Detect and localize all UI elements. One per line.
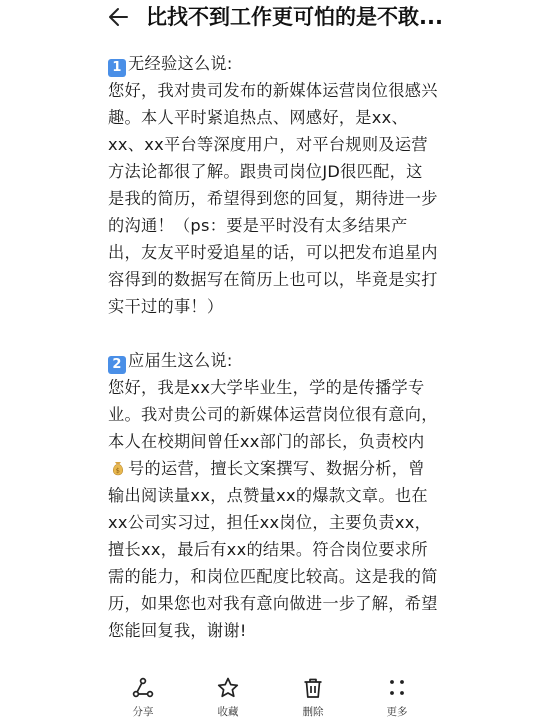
number-badge-1: 1 — [108, 59, 126, 77]
section-body — [108, 374, 438, 644]
more-button[interactable] — [367, 676, 427, 720]
section-spacer — [108, 320, 438, 347]
more-dots-icon — [385, 676, 409, 700]
back-button[interactable] — [104, 2, 134, 32]
share-label: 分享 — [132, 706, 154, 718]
number-badge-2: 2 — [108, 356, 126, 374]
share-button[interactable] — [113, 676, 173, 720]
section-heading — [108, 50, 438, 77]
section-body: 您好，我对贵司发布的新媒体运营岗位很感兴趣。本人平时紧追热点、网感好，是xx、xx、xx平台等深度用户，对平台规则及运营方法论都很了解。跟贵司岗位JD很匹配，这是我的简历，希望得到您的回复，期待进一步的沟通！（ps：要是平时没有太多结果产出，友友平时爱追星的话，可以把发布追星内容得到的数据写在简历上也可以，毕竟是实打实干过的事！） — [108, 81, 438, 316]
trash-icon — [301, 676, 325, 700]
star-icon — [216, 676, 240, 700]
body-text-before: 您好，我是xx大学毕业生，学的是传播学专业。我对贵公司的新媒体运营岗位很有意向，本人在校期间曾任xx部门的部长，负责校内 — [108, 378, 438, 451]
page-title: 比找不到工作更可怕的是不敢... — [146, 5, 443, 29]
more-label: 更多 — [386, 706, 408, 718]
favorite-label: 收藏 — [217, 706, 239, 718]
delete-label: 删除 — [302, 706, 324, 718]
bottom-toolbar — [0, 672, 540, 720]
section-fresh-graduate — [108, 347, 438, 644]
svg-text:$: $ — [115, 466, 121, 475]
top-bar — [0, 0, 540, 36]
favorite-button[interactable] — [198, 676, 258, 720]
back-arrow-icon — [107, 5, 131, 29]
money-bag-icon — [110, 460, 126, 476]
section-heading — [108, 347, 438, 374]
share-icon — [131, 676, 155, 700]
body-text-after: 号的运营，擅长文案撰写、数据分析，曾输出阅读量xx，点赞量xx的爆款文章。也在xx公司实习过，担任xx岗位，主要负责xx，擅长xx，最后有xx的结果。符合岗位要求所需的能力，和岗位匹配度比较高。这是我的简历，如果您也对我有意向做进一步了解，希望您能回复我，谢谢! — [108, 459, 438, 640]
post-content — [108, 50, 438, 644]
section-heading-text: 无经验这么说: — [128, 54, 233, 73]
section-heading-text: 应届生这么说: — [128, 351, 233, 370]
delete-button[interactable] — [283, 676, 343, 720]
section-no-experience — [108, 50, 438, 320]
